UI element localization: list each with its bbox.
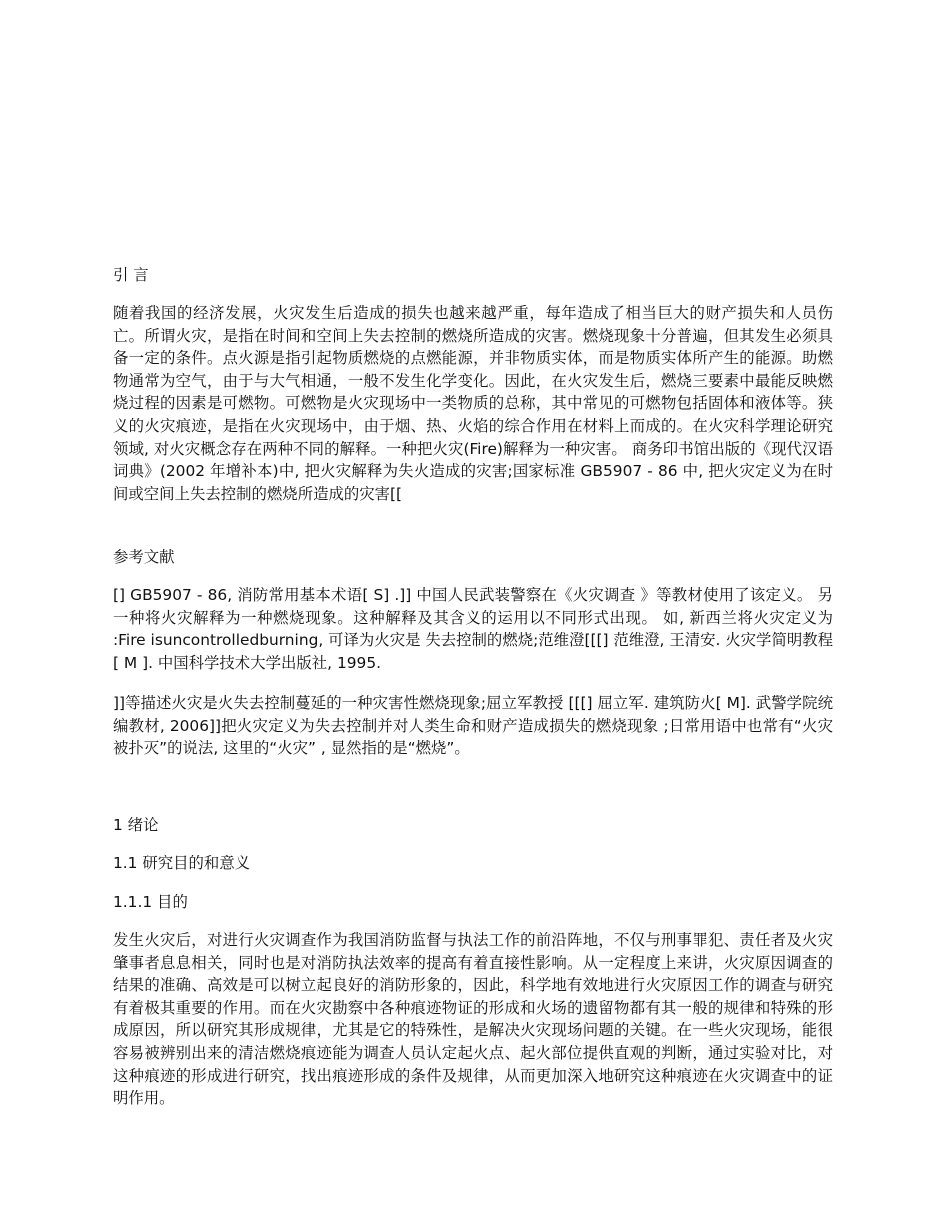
intro-paragraph: 随着我国的经济发展，火灾发生后造成的损失也越来越严重，每年造成了相当巨大的财产损失和人员伤亡。所谓火灾，是指在时间和空间上失去控制的燃烧所造成的灾害。燃烧现象十分普遍，但其发生必须具备一定的条件。点火源是指引起物质燃烧的点燃能源，并非物质实体，而是物质实体所产生的能源。助燃物通常为空气，由于与大气相通，一般不发生化学变化。因此，在火灾发生后，燃烧三要素中最能反映燃烧过程的因素是可燃物。可燃物是火灾现场中一类物质的总称，其中常见的可燃物包括固体和液体等。狭义的火灾痕迹，是指在火灾现场中，由于烟、热、火焰的综合作用在材料上而成的。在火灾科学理论研究领域, 对火灾概念存在两种不同的解释。一种把火灾(Fire)解释为一种灾害。 商务印书馆出版的《现代汉语词典》(2002 年增补本)中, 把火灾解释为失火造成的灾害;国家标准 GB5907 - 86 中, 把火灾定义为在时间或空间上失去控制的燃烧所造成的灾害[[: [113, 304, 833, 503]
references-heading: 参考文献: [113, 548, 175, 566]
subsection-heading: 1.1.1 目的: [113, 893, 188, 911]
reference-paragraph-1: [] GB5907 - 86, 消防常用基本术语[ S] .]] 中国人民武装警察在《火灾调查 》等教材使用了该定义。 另一种将火灾解释为一种燃烧现象。这种解释及其含义的运用以不同形式出现。 如, 新西兰将火灾定义为 :Fire isuncontrolledburning, 可译为火灾是 失去控制的燃烧;范维澄[[[] 范维澄, 王清安. 火灾学简明教程[ M ]. 中国科学技术大学出版社, 1995.: [113, 586, 834, 672]
body-paragraph: 发生火灾后，对进行火灾调查作为我国消防监督与执法工作的前沿阵地，不仅与刑事罪犯、责任者及火灾肇事者息息相关，同时也是对消防执法效率的提高有着直接性影响。从一定程度上来讲，火灾原因调查的结果的准确、高效是可以树立起良好的消防形象的，因此，科学地有效地进行火灾原因工作的调查与研究有着极其重要的作用。而在火灾勘察中各种痕迹物证的形成和火场的遗留物都有其一般的规律和特殊的形成原因，所以研究其形成规律，尤其是它的特殊性，是解决火灾现场问题的关键。在一些火灾现场，能很容易被辨别出来的清洁燃烧痕迹能为调查人员认定起火点、起火部位提供直观的判断，通过实验对比，对这种痕迹的形成进行研究，找出痕迹形成的条件及规律，从而更加深入地研究这种痕迹在火灾调查中的证明作用。: [113, 931, 833, 1108]
intro-heading: 引 言: [113, 266, 149, 284]
chapter-heading: 1 绪论: [113, 816, 159, 834]
reference-paragraph-2: ]]等描述火灾是火失去控制蔓延的一种灾害性燃烧现象;屈立军教授 [[[] 屈立军. 建筑防火[ M]. 武警学院统编教材, 2006]]把火灾定义为失去控制并对人类生命和财产造成损失的燃烧现象 ;日常用语中也常有“火灾被扑灭”的说法, 这里的“火灾” , 显然指的是“燃烧”。: [113, 694, 833, 758]
section-heading: 1.1 研究目的和意义: [113, 854, 251, 872]
